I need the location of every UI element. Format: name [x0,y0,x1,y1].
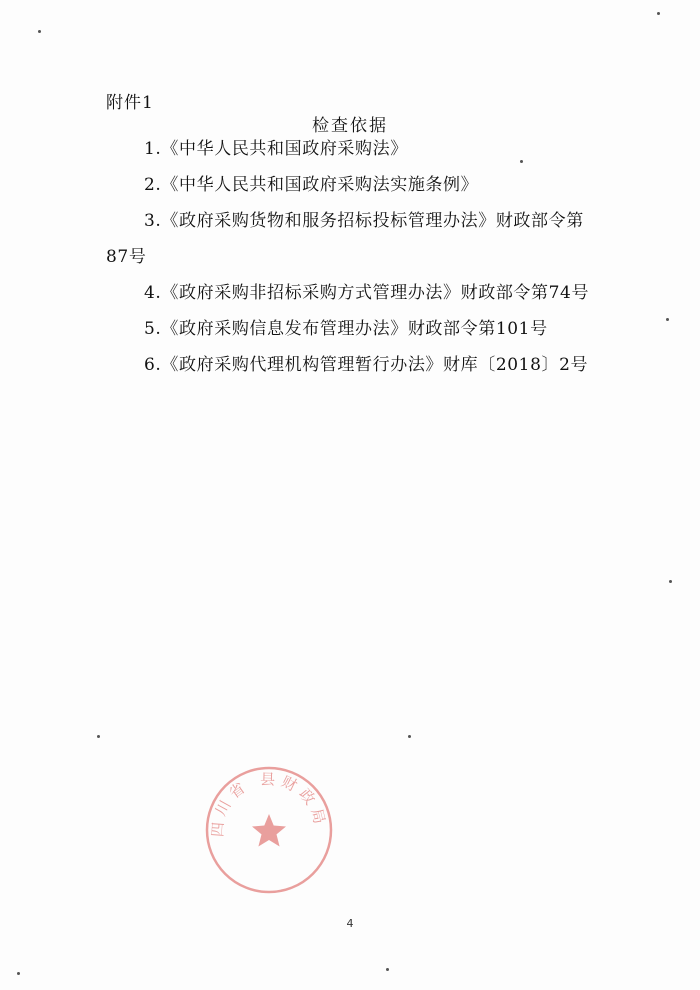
item-continuation: 87号 [106,247,147,267]
official-seal [203,764,335,896]
scan-speck [386,968,389,971]
scan-speck [666,318,669,321]
scan-speck [408,735,411,738]
item-number: 5. [144,319,162,339]
scan-speck [669,580,672,583]
scan-speck [520,160,523,163]
document-title: 检查依据 [312,116,388,136]
page-number: 4 [346,917,354,930]
item-text: 《中华人民共和国政府采购法》 [161,139,408,159]
list-item [106,175,636,195]
scan-speck [97,735,100,738]
attachment-label: 附件1 [106,93,154,113]
scan-speck [17,972,20,975]
item-text: 《政府采购非招标采购方式管理办法》财政部令第74号 [161,283,590,303]
item-text: 《政府采购货物和服务招标投标管理办法》财政部令第 [161,211,584,231]
seal-star-icon [252,814,286,847]
item-text: 《政府采购信息发布管理办法》财政部令第101号 [161,319,548,339]
item-number: 6. [144,355,162,375]
seal-text: 四川省 县财政局 [208,770,330,838]
list-item [106,319,636,339]
list-item [106,211,636,267]
list-item [106,139,636,159]
item-text: 《政府采购代理机构管理暂行办法》财库〔2018〕2号 [161,355,589,375]
scan-speck [38,30,41,33]
basis-list [106,139,636,391]
list-item [106,355,636,375]
list-item [106,283,636,303]
item-number: 4. [144,283,162,303]
item-number: 1. [144,139,162,159]
scan-speck [657,12,660,15]
item-number: 2. [144,175,162,195]
item-text: 《中华人民共和国政府采购法实施条例》 [161,175,479,195]
item-number: 3. [144,211,162,231]
